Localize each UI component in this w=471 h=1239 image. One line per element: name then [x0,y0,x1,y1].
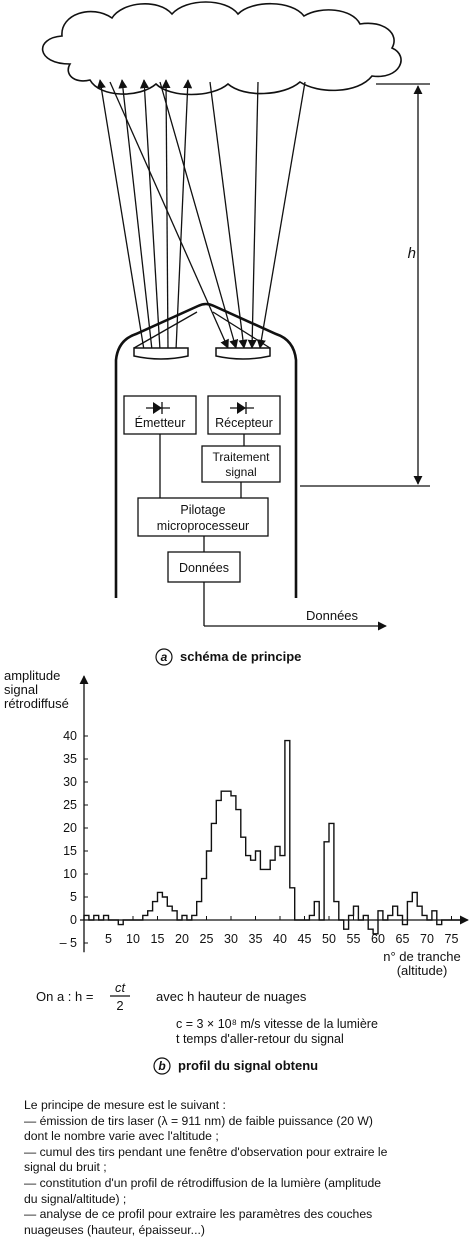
caption-b [154,1058,318,1074]
paragraph-line: — émission de tirs laser (λ = 911 nm) de faible puissance (20 W) [24,1113,373,1128]
formula-def-h: avec h hauteur de nuages [156,989,307,1004]
series-line [84,741,461,934]
x-tick-label: 50 [322,932,336,946]
chart-ticks [60,729,459,950]
paragraph-line: — cumul des tirs pendant une fenêtre d'observation pour extraire le [24,1144,388,1159]
receiver-lens [216,348,270,359]
y-tick-label: 35 [63,752,77,766]
signal-processing-label-2: signal [225,465,257,479]
y-tick-label: 5 [70,890,77,904]
caption-a-letter: a [160,650,168,664]
signal-processing-label-1: Traitement [212,450,270,464]
paragraph-line: signal du bruit ; [24,1160,107,1175]
formula-def-t: t temps d'aller-retour du signal [176,1032,344,1046]
y-axis-label-2: signal [4,682,38,697]
x-axis-label-1: n° de tranche [383,949,461,964]
x-tick-label: 40 [273,932,287,946]
y-tick-label: 20 [63,821,77,835]
paragraph-line: nuageuses (hauteur, épaisseur...) [24,1222,205,1237]
chart-axes [80,676,468,952]
caption-b-letter: b [158,1059,166,1073]
data-output-label: Données [306,608,359,623]
x-tick-label: 60 [371,932,385,946]
y-tick-label: 25 [63,798,77,812]
height-label: h [407,245,416,262]
formula-numerator: ct [114,980,126,995]
y-axis-label-1: amplitude [4,668,61,683]
x-axis-label-2: (altitude) [396,963,448,978]
formula-def-c: c = 3 × 10⁸ m/s vitesse de la lumière [176,1017,378,1031]
paragraph-line: — analyse de ce profil pour extraire les paramètres des couches [24,1207,373,1222]
x-tick-label: 5 [105,932,112,946]
emitter-label: Émetteur [134,416,186,430]
formula [36,980,378,1046]
x-tick-label: 45 [297,932,312,946]
x-tick-label: 65 [395,932,410,946]
x-tick-label: 70 [420,932,434,946]
paragraph-line: dont le nombre varie avec l'altitude ; [24,1129,219,1144]
caption-a [156,649,301,665]
laser-rays [100,80,305,350]
y-tick-label: – 5 [59,936,77,950]
emitter-lens [134,348,188,359]
microprocessor-label-2: microprocesseur [156,519,250,533]
height-indicator [300,84,430,486]
formula-prefix: On a : h = [36,989,94,1004]
paragraph-line: — constitution d'un profil de rétrodiffusion de la lumière (amplitude [24,1175,382,1190]
receiver-label: Récepteur [215,416,273,430]
x-tick-label: 35 [248,932,263,946]
x-tick-label: 25 [199,932,214,946]
x-tick-label: 15 [150,932,165,946]
y-tick-label: 0 [70,913,77,927]
y-tick-label: 10 [63,867,77,881]
backscatter-chart [4,668,468,978]
y-tick-label: 40 [63,729,77,743]
formula-denominator: 2 [116,998,124,1013]
paragraph-line: du signal/altitude) ; [24,1191,127,1206]
cloud-icon [43,2,401,95]
principle-paragraph [24,1098,454,1238]
x-tick-label: 10 [126,932,140,946]
x-tick-label: 75 [444,932,459,946]
y-axis-label-3: rétrodiffusé [4,696,69,711]
x-tick-label: 30 [224,932,238,946]
caption-a-text: schéma de principe [180,649,302,664]
y-tick-label: 15 [63,844,77,858]
caption-b-text: profil du signal obtenu [178,1058,319,1073]
x-tick-label: 20 [175,932,189,946]
y-tick-label: 30 [63,775,77,789]
paragraph-line: Le principe de mesure est le suivant : [24,1098,226,1112]
microprocessor-label-1: Pilotage [180,503,226,517]
data-box-label: Données [178,561,230,575]
x-tick-label: 55 [346,932,361,946]
schema-diagram [43,2,430,665]
